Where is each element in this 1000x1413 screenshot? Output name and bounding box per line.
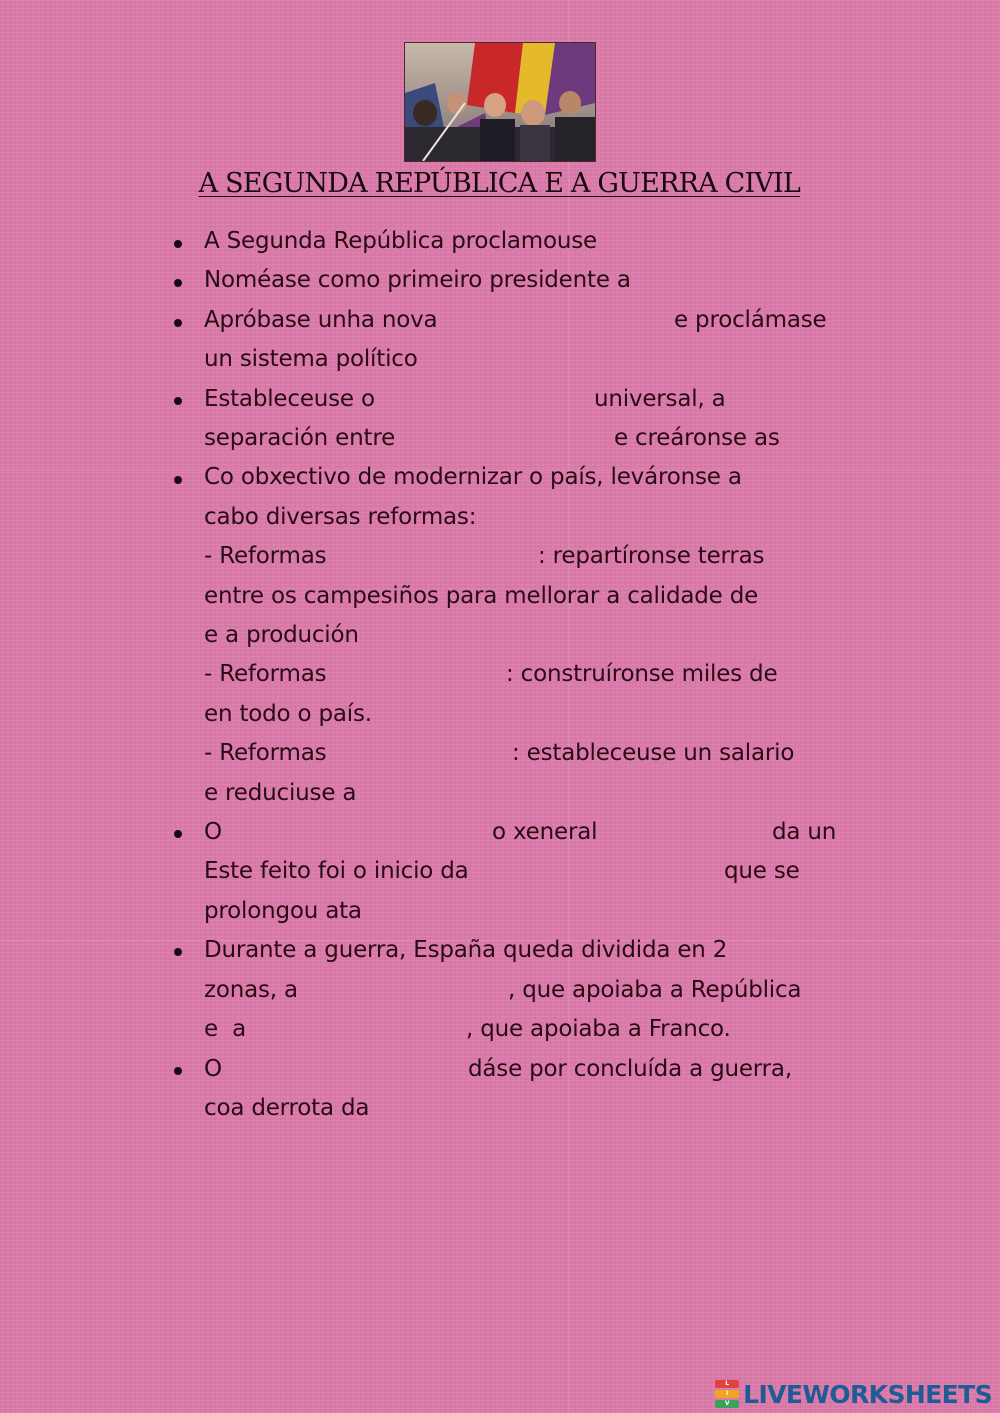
bullet-marker: [174, 397, 182, 405]
text-line: A Segunda República proclamouse: [204, 228, 597, 254]
text-line: Co obxectivo de modernizar o país, leváronse a: [204, 464, 742, 490]
bullet-marker: [174, 1067, 182, 1075]
text-line: : repartíronse terras: [538, 543, 765, 569]
text-line: e proclámase: [674, 307, 827, 333]
brand-name: LIVEWORKSHEETS: [743, 1379, 992, 1409]
text-line: entre os campesiños para mellorar a calidade de: [204, 583, 759, 609]
text-line: e a produción: [204, 622, 359, 648]
text-line: : construíronse miles de: [506, 661, 778, 687]
text-line: Noméase como primeiro presidente a: [204, 267, 631, 293]
text-line: , que apoiaba a República: [508, 977, 802, 1003]
text-line: O: [204, 1056, 222, 1082]
text-line: - Reformas: [204, 661, 327, 687]
text-line: dáse por concluída a guerra,: [468, 1056, 792, 1082]
text-line: un sistema político: [204, 346, 418, 372]
bullet-marker: [174, 476, 182, 484]
text-line: e a: [204, 1016, 247, 1042]
text-line: Este feito foi o inicio da: [204, 858, 469, 884]
text-line: universal, a: [594, 386, 726, 412]
liveworksheets-logo-icon: [715, 1380, 739, 1408]
bullet-marker: [174, 948, 182, 956]
liveworksheets-brand: [715, 1377, 992, 1411]
text-line: Apróbase unha nova: [204, 307, 438, 333]
text-line: en todo o país.: [204, 701, 372, 727]
text-line: prolongou ata: [204, 898, 362, 924]
text-line: da un: [772, 819, 837, 845]
bullet-marker: [174, 240, 182, 248]
text-line: , que apoiaba a Franco.: [466, 1016, 731, 1042]
text-line: que se: [724, 858, 800, 884]
text-line: o xeneral: [492, 819, 598, 845]
text-line: coa derrota da: [204, 1095, 370, 1121]
logo-letter: V: [715, 1400, 739, 1408]
text-line: - Reformas: [204, 543, 327, 569]
bullet-marker: [174, 830, 182, 838]
text-line: separación entre: [204, 425, 396, 451]
header-illustration: [404, 42, 596, 162]
text-line: O: [204, 819, 222, 845]
text-line: Durante a guerra, España queda dividida en 2: [204, 937, 728, 963]
logo-letter: L: [715, 1380, 739, 1388]
bullet-marker: [174, 279, 182, 287]
text-line: Estableceuse o: [204, 386, 375, 412]
text-line: cabo diversas reformas:: [204, 504, 477, 530]
text-line: : estableceuse un salario: [512, 740, 795, 766]
document-title: A SEGUNDA REPÚBLICA E A GUERRA CIVIL: [198, 168, 800, 199]
bullet-marker: [174, 319, 182, 327]
logo-letter: I: [715, 1390, 739, 1398]
text-line: e creáronse as: [614, 425, 780, 451]
document-title-row: [0, 168, 942, 199]
text-line: zonas, a: [204, 977, 298, 1003]
text-line: e reduciuse a: [204, 780, 357, 806]
republic-proclamation-image: [405, 43, 595, 161]
text-line: - Reformas: [204, 740, 327, 766]
